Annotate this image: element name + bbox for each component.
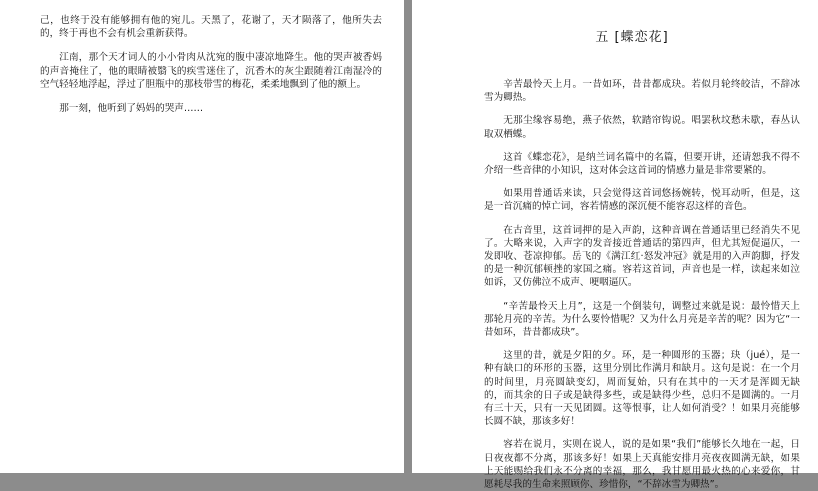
left-paragraph-2: 江南，那个天才词人的小小骨肉从沈宛的腹中凄凉地降生。他的哭声被香妈的声音掩住了，他的眼睛被翳飞的疾雪迷住了，沉香木的灰尘跟随着江南湿冷的空气轻轻地浮起，浮过了胆瓶中的那枝带雪的梅花，柔柔地飘到了他的额上。 [40, 52, 382, 90]
poem-stanza-1: 辛苦最怜天上月。一昔如环，昔昔都成玦。若似月轮终皎洁，不辞冰雪为卿热。 [484, 79, 800, 104]
right-paragraph-4: 如果用普通话来读，只会觉得这首词悠扬婉转，悦耳动听，但是，这是一首沉痛的悼亡词，容若情感的深沉便不能容忍这样的音色。 [484, 188, 800, 213]
right-paragraph-7: 这里的昔，就是夕阳的夕。环，是一种圆形的玉器；玦（jué），是一种有缺口的环形的玉器，这里分别比作满月和缺月。这句是说：在一个月的时间里，月亮圆缺变幻，周而复始，只有在其中的一天才是浑圆无缺的，而其余的日子或是缺得多些，或是缺得少些，总归不是圆满的。一月有三十天，只有一天见团圆。这等恨事，让人如何消受？！如果月亮能够长圆不缺，那该多好！ [484, 350, 800, 428]
left-page [0, 0, 404, 473]
right-paragraph-6: “辛苦最怜天上月”，这是一个倒装句，调整过来就是说：最怜惜天上那轮月亮的辛苦。为什么要怜惜呢？又为什么月亮是辛苦的呢？因为它“一昔如环，昔昔都成玦”。 [484, 300, 800, 339]
left-paragraph-3: 那一刻，他听到了妈妈的哭声…… [59, 103, 204, 115]
right-page [412, 0, 818, 491]
left-paragraph-1: 己，也终于没有能够拥有他的宛儿。天黑了，花谢了，天才陨落了，他所失去的，终于再也不会有机会重新获得。 [40, 15, 382, 40]
chapter-title: 五 [蝶恋花] [595, 30, 669, 45]
right-paragraph-3: 这首《蝶恋花》，是纳兰词名篇中的名篇，但要开讲，还请恕我不得不介绍一些音律的小知识，这对体会这首词的情感力量是非常要紧的。 [484, 151, 800, 177]
right-paragraph-8: 容若在说月，实则在说人，说的是如果“我们”能够长久地在一起，日日夜夜都不分离，那该多好！如果上天真能安排月亮夜夜圆满无缺，如果上天能赐给我们永不分离的幸福，那么，我甘愿用最火热的心来爱你，甘愿耗尽我的生命来照顾你、珍惜你，“不辞冰雪为卿热”。 [484, 439, 800, 491]
poem-stanza-2: 无那尘缘容易绝，燕子依然，软踏帘钩说。唱罢秋坟愁未歇，春丛认取双栖蝶。 [484, 115, 800, 140]
right-paragraph-5: 在古音里，这首词押的是入声韵，这种音调在普通话里已经消失不见了。大略来说，入声字的发音接近普通话的第四声，但尤其短促逼仄，一发即收、苍凉抑郁。岳飞的《满江红·怒发冲冠》就是用的入声韵脚，抒发的是一种沉郁顿挫的家国之痛。容若这首词，声音也是一样，读起来如泣如诉，又仿佛泣不成声、哽咽逼仄。 [484, 224, 800, 289]
